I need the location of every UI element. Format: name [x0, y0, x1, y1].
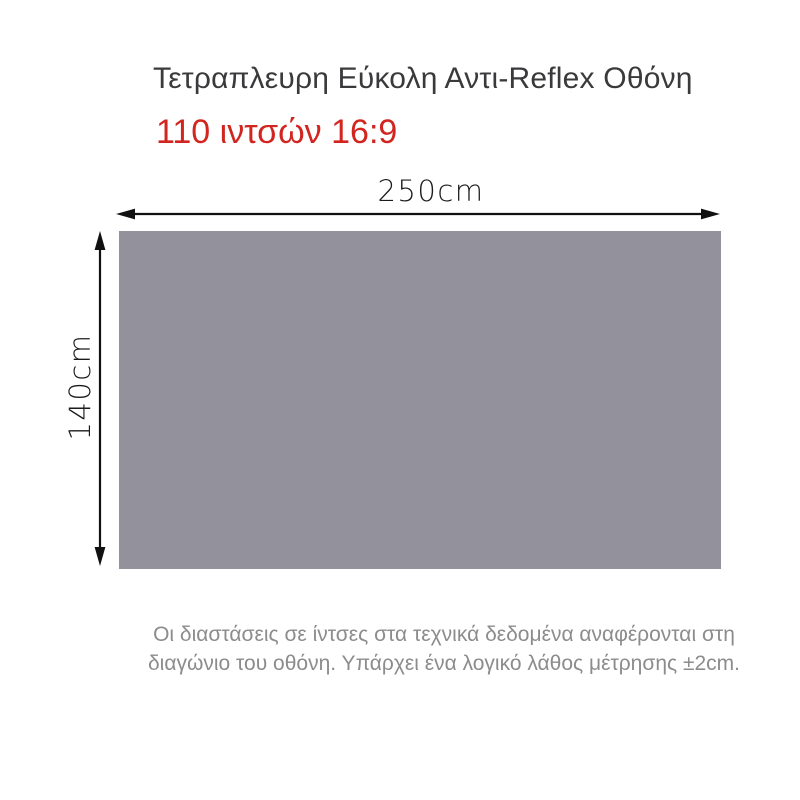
height-double-arrow-icon — [92, 231, 108, 566]
footnote-line-1: Οι διαστάσεις σε ίντσες στα τεχνικά δεδομένα αναφέρονται στη — [153, 623, 735, 646]
footnote-line-2: διαγώνιο του οθόνη. Υπάρχει ένα λογικό λάθος μέτρησης ±2cm. — [147, 651, 740, 675]
width-double-arrow-icon — [116, 206, 720, 222]
product-size-subtitle: 110 ιντσών 16:9 — [156, 113, 398, 151]
product-title: Τετραπλευρη Εύκολη Αντι-Reflex Οθόνη — [153, 62, 693, 95]
screen-rectangle — [119, 231, 721, 569]
height-dimension-label: 140cm — [63, 333, 97, 441]
width-dimension-label: 250cm — [377, 174, 485, 208]
footnote-text — [84, 621, 800, 679]
